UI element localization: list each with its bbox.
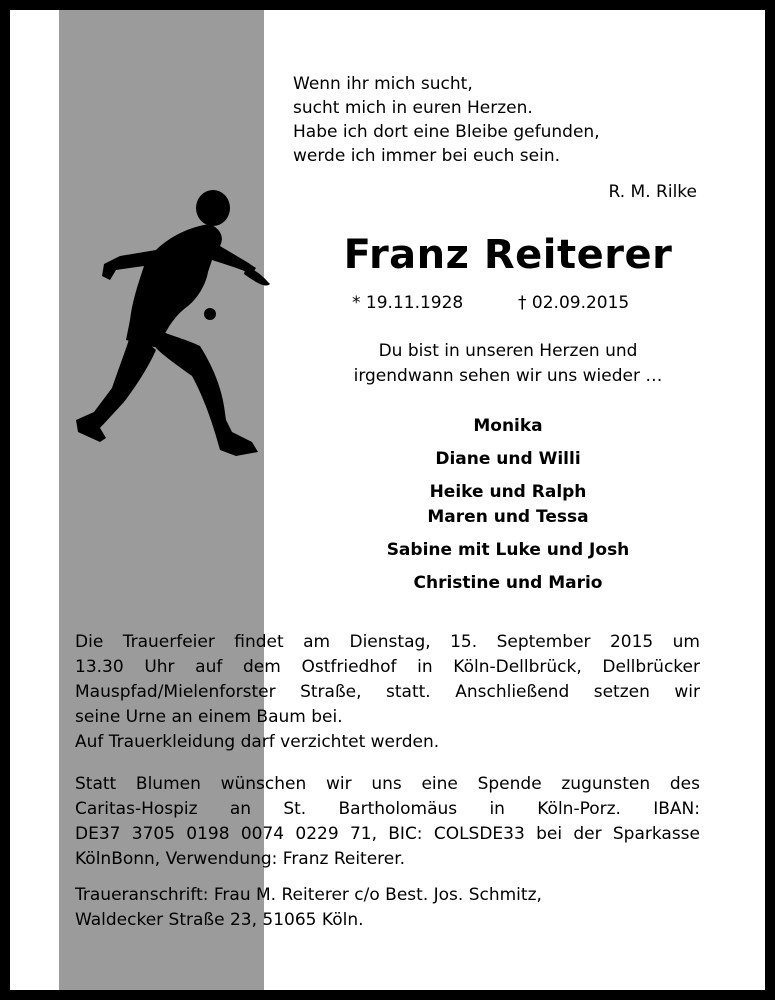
deceased-name: Franz Reiterer — [343, 232, 673, 278]
donation-line: Caritas-Hospiz an St. Bartholomäus in Köln-Porz. IBAN: — [75, 799, 700, 819]
donation-line: Statt Blumen wünschen wir uns eine Spende zugunsten des — [75, 774, 700, 794]
mourner-group — [293, 571, 723, 596]
tennis-player-silhouette-icon — [60, 180, 270, 470]
poem-author: R. M. Rilke — [608, 182, 697, 202]
birth-date: * 19.11.1928 — [352, 293, 464, 313]
mourner-group — [293, 538, 723, 563]
address-paragraph — [75, 883, 700, 933]
ceremony-line: Mauspfad/Mielenforster Straße, statt. Anschließend setzen wir — [75, 682, 700, 702]
ceremony-paragraph — [75, 630, 700, 755]
donation-line: DE37 3705 0198 0074 0229 71, BIC: COLSDE33 bei der Sparkasse — [75, 824, 700, 844]
mourner-name: Sabine mit Luke und Josh — [386, 540, 630, 560]
poem — [293, 72, 713, 168]
mourner-group — [293, 414, 723, 439]
donation-paragraph — [75, 772, 700, 872]
ceremony-line: Auf Trauerkleidung darf verzichtet werden. — [75, 732, 440, 752]
mourner-name: Christine und Mario — [413, 573, 603, 593]
mourner-name: Monika — [473, 416, 543, 436]
ceremony-line: seine Urne an einem Baum bei. — [75, 707, 343, 727]
verse-line: irgendwann sehen wir uns wieder … — [353, 366, 663, 386]
poem-line: werde ich immer bei euch sein. — [293, 146, 561, 166]
mourner-group — [293, 447, 723, 472]
ceremony-line: 13.30 Uhr auf dem Ostfriedhof in Köln-Dellbrück, Dellbrücker — [75, 657, 700, 677]
mourner-name: Diane und Willi — [435, 449, 581, 469]
poem-line: Habe ich dort eine Bleibe gefunden, — [293, 122, 600, 142]
mourner-group — [293, 480, 723, 530]
mourners-list — [293, 414, 723, 604]
poem-line: sucht mich in euren Herzen. — [293, 98, 533, 118]
verse — [293, 339, 723, 389]
death-date: † 02.09.2015 — [518, 293, 630, 313]
mourner-name: Maren und Tessa — [427, 507, 589, 527]
address-line: Waldecker Straße 23, 51065 Köln. — [75, 910, 364, 930]
verse-line: Du bist in unseren Herzen und — [378, 341, 638, 361]
address-line: Traueranschrift: Frau M. Reiterer c/o Best. Jos. Schmitz, — [75, 885, 542, 905]
mourner-name: Heike und Ralph — [429, 482, 587, 502]
ceremony-line: Die Trauerfeier findet am Dienstag, 15. September 2015 um — [75, 632, 700, 652]
poem-line: Wenn ihr mich sucht, — [293, 74, 473, 94]
donation-line: KölnBonn, Verwendung: Franz Reiterer. — [75, 849, 406, 869]
